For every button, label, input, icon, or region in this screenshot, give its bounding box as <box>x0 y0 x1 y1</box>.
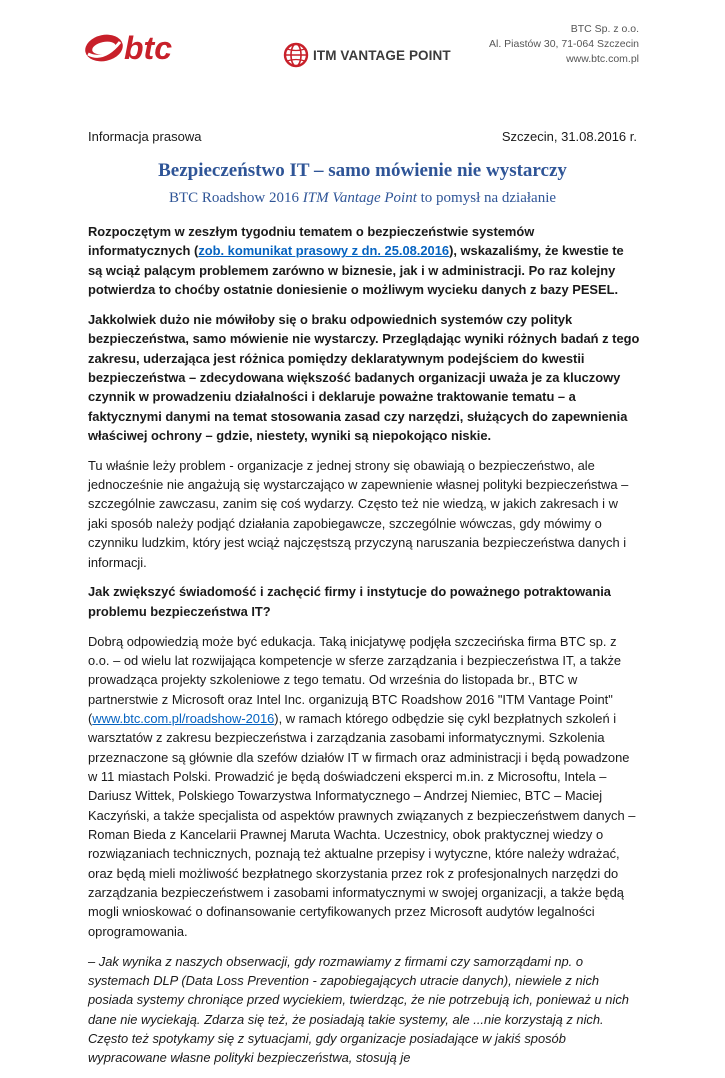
lead-text: Rozpoczętym w zeszłym tygodniu tematem o bezpieczeństwie systemów informatycznych ( <box>88 224 535 259</box>
subtitle-text-end: to pomysł na działanie <box>416 190 557 206</box>
paragraph-3: Tu właśnie leży problem - organizacje z jednej strony się obawiają o bezpieczeństwo, ale jednocześnie nie angażują się wystarczająco w zapewnienie własnej polityki bezpieczeństwa – szczególnie zawczasu, zanim się coś wydarzy. Często też nie wiedzą, w jakich zakresach i w jaki sposób należy podjąć działania zapobiegawcze, szczególnie wówczas, gdy mówimy o czynniku ludzkim, który jest wciąż najczęstszą przyczyną naruszania bezpieczeństwa danych i informacji. <box>88 457 629 570</box>
document-title: Bezpieczeństwo IT – samo mówienie nie wystarczy <box>158 160 567 181</box>
btc-logo <box>84 28 202 70</box>
document-subtitle <box>0 190 725 207</box>
place-date: Szczecin, 31.08.2016 r. <box>501 129 637 144</box>
article-body <box>88 222 640 1078</box>
company-website: www.btc.com.pl <box>566 53 639 65</box>
paragraph-2: Jakkolwiek dużo nie mówiłoby się o braku odpowiednich systemów czy polityk bezpieczeństwa, samo mówienie nie wystarczy. Przeglądając wyniki różnych badań z tego zakresu, uderzająca jest różnica pomiędzy deklaratywnym podejściem do kwestii bezpieczeństwa – zdecydowana większość badanych organizacji uważa je za kluczowy czynnik w prowadzeniu działalności i deklaruje poważne traktowanie tematu – a faktycznymi danymi na temat stosowania zasad czy narzędzi, służących do zapewnienia właściwej ochrony – gdzie, niestety, wyniki są niepokojąco niskie. <box>88 311 640 443</box>
quote-paragraph: – Jak wynika z naszych obserwacji, gdy rozmawiamy z firmami czy samorządami np. o systemach DLP (Data Loss Prevention - zapobiegających utracie danych), niewiele z nich posiada systemy chroniące przed wyciekiem, twierdząc, że nie potrzebują ich, ponieważ u nich dane nie wyciekają. Zdarza się też, że posiadają takie systemy, ale ...nie korzystają z nich. Często też spotykamy się z sytuacjami, gdy organizacje posiadające w jakiś sposób wypracowane własne polityki bezpieczeństwa, stosują je <box>88 953 629 1066</box>
company-address-block <box>489 22 639 67</box>
press-release-label: Informacja prasowa <box>88 129 202 144</box>
company-name: BTC Sp. z o.o. <box>570 23 639 35</box>
btc-logo-text: btc <box>124 30 172 66</box>
lead-text-end: ), wskazaliśmy, że kwestie te są wciąż palącym problemem zarówno w biznesie, jak i w administracji. Po raz kolejny potwierdza to choćby ostatnie doniesienie o możliwym wycieku danych z bazy PESEL. <box>88 243 624 298</box>
roadshow-link[interactable]: www.btc.com.pl/roadshow-2016 <box>92 710 275 726</box>
letterhead <box>0 0 725 80</box>
section-question: Jak zwiększyć świadomość i zachęcić firmy i instytucje do poważnego potraktowania problemu bezpieczeństwa IT? <box>88 584 611 619</box>
company-address: Al. Piastów 30, 71-064 Szczecin <box>489 38 639 50</box>
paragraph-lead <box>88 222 640 299</box>
subtitle-text: BTC Roadshow 2016 <box>168 190 303 206</box>
itm-vantage-point-logo <box>283 42 451 68</box>
globe-icon <box>283 42 309 68</box>
btc-logo-mark <box>84 28 202 70</box>
subtitle-event-name: ITM Vantage Point <box>302 190 417 206</box>
p5-text-end: ), w ramach którego odbędzie się cykl bezpłatnych szkoleń i warsztatów z zakresu bezpieczeństwa i zarządzania zasobami informatycznymi. Szkolenia przeznaczone są głównie dla szefów działów IT w firmach oraz administracji i będą powadzone w 11 miastach Polski. Prowadzić je będą doświadczeni eksperci m.in. z Microsoftu, Intela – Dariusz Wittek, Polskiego Towarzystwa Informatycznego – Andrzej Niemiec, BTC – Maciej Kaczyński, a także specjalista od aspektów prawnych związanych z bezpieczeństwem danych – Roman Bieda z Kancelarii Prawnej Maruta Wachta. Uczestnicy, obok praktycznej wiedzy o rozwiązaniach technicznych, poznają też aktualne przepisy i wytyczne, które należy wdrażać, oraz będą mieli możliwość bezpłatnego skorzystania przez rok z profesjonalnych narzędzi do zarządzania bezpieczeństwem i zasobami informatycznymi w swojej organizacji, a także będą mogli wnioskować o dofinansowanie certyfikowanych przez Microsoft audytów legalności oprogramowania. <box>88 710 636 939</box>
itm-logo-text: ITM VANTAGE POINT <box>313 47 451 63</box>
paragraph-5 <box>88 632 640 942</box>
p5-text: Dobrą odpowiedzią może być edukacja. Taką inicjatywę podjęła szczecińska firma BTC sp. z o.o. – od wielu lat rozwijająca kompetencje w sferze zarządzania i bezpieczeństwa IT, a także prowadząca projekty szkoleniowe z tego tematu. Od września do listopada br., BTC w partnerstwie z Microsoft oraz Intel Inc. organizują BTC Roadshow 2016 "ITM Vantage Point" ( <box>88 633 622 726</box>
press-release-link[interactable]: zob. komunikat prasowy z dn. 25.08.2016 <box>198 243 450 259</box>
